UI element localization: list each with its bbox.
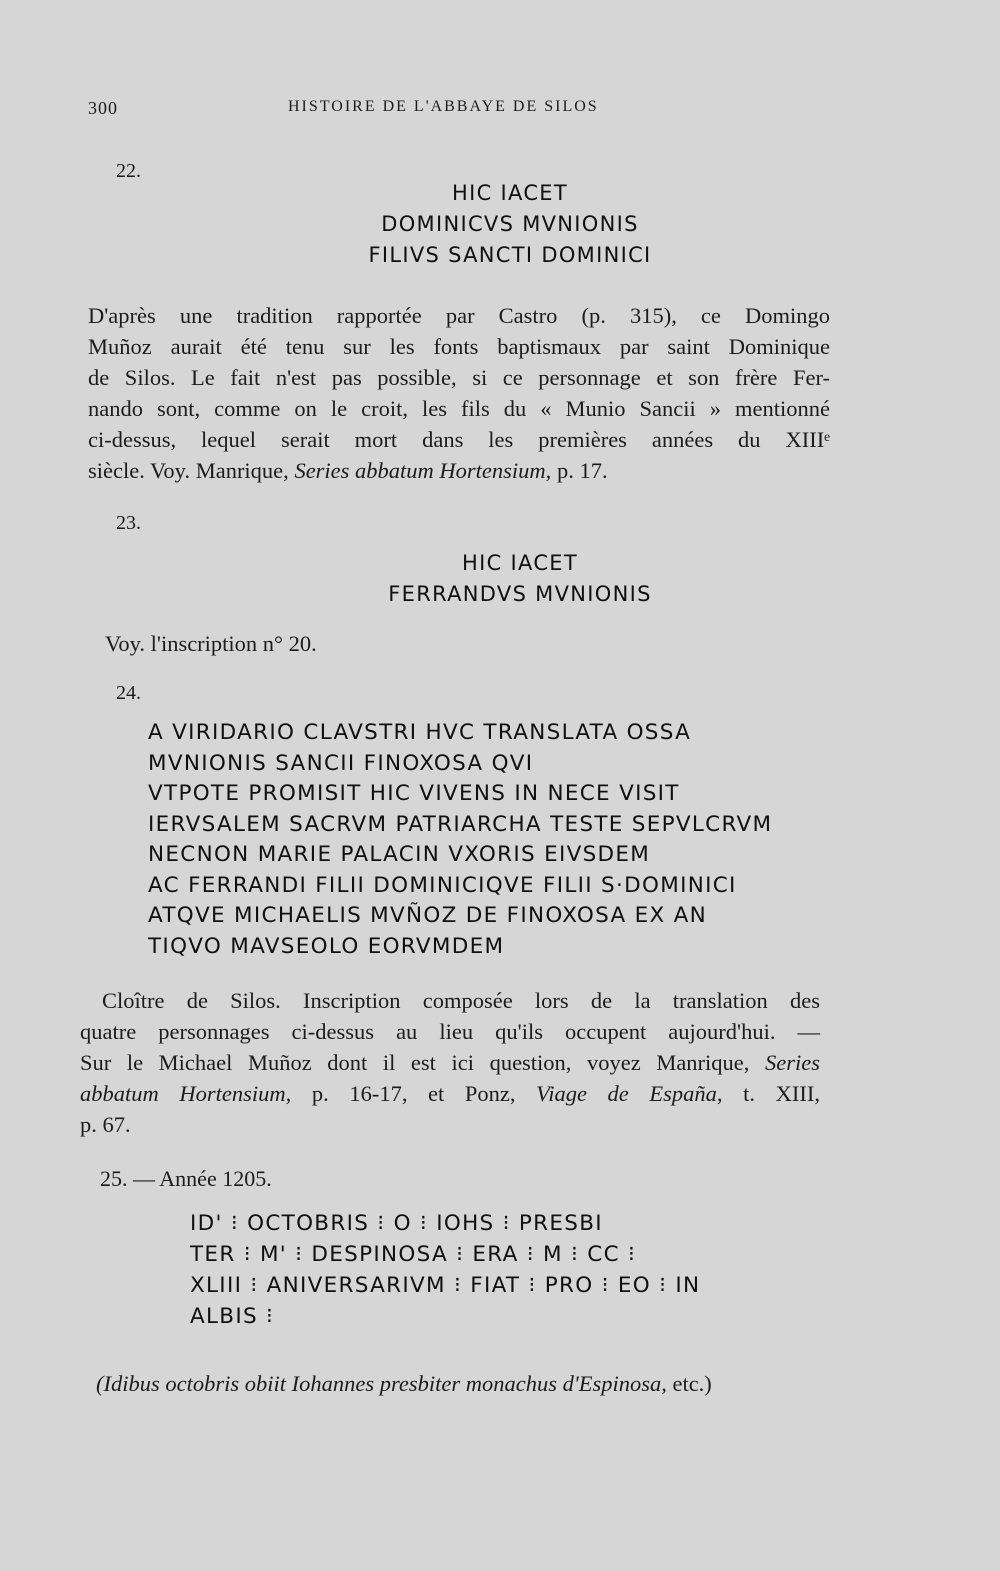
inscription-line: TER ⁝ M' ⁝ DESPINOSA ⁝ ERA ⁝ M ⁝ CC ⁝ [190,1242,637,1267]
entry-23-commentary [105,628,847,659]
inscription-line: DOMINICVS MVNIONIS [381,212,639,236]
inscription-line: FERRANDVS MVNIONIS [388,582,652,606]
commentary-line: de Silos. Le fait n'est pas possible, si ce personnage et son frère Fer- [88,365,830,390]
work-title: Series abbatum Hortensium, [294,458,552,483]
entry-22-commentary [88,300,830,486]
commentary-line: ci-dessus, lequel serait mort dans les premières années du XIIIᵉ [88,427,830,452]
commentary-line: D'après une tradition rapportée par Castro (p. 315), ce Domingo [88,303,830,328]
inscription-line: ID' ⁝ OCTOBRIS ⁝ O ⁝ IOHS ⁝ PRESBI [190,1211,603,1236]
commentary-line: Muñoz aurait été tenu sur les fonts baptismaux par saint Dominique [88,334,830,359]
inscription-line: AC FERRANDI FILII DOMINICIQVE FILII S·DOMINICI [148,872,737,898]
commentary-line [80,1047,820,1078]
inscription-line: IERVSALEM SACRVM PATRIARCHA TESTE SEPVLCRVM [148,811,773,837]
entry-23-inscription [200,548,840,610]
running-title: HISTOIRE DE L'ABBAYE DE SILOS [288,98,599,115]
work-title: Series [765,1050,820,1075]
entry-25-translation [96,1368,836,1399]
inscription-line: TIQVO MAVSEOLO EORVMDEM [148,933,505,959]
work-title: abbatum Hortensium, [80,1081,292,1106]
commentary-line: Cloître de Silos. Inscription composée lors de la translation des [102,988,820,1013]
inscription-line: ATQVE MICHAELIS MVÑOZ DE FINOXOSA EX AN [148,903,708,928]
commentary-line: nando sont, comme on le croit, les fils du « Munio Sancii » mentionné [88,396,830,421]
inscription-line: HIC IACET [462,551,578,575]
commentary-text: p. 17. [551,458,608,483]
commentary-line [80,1078,820,1109]
commentary-line [88,455,830,486]
inscription-line: HIC IACET [452,181,568,205]
inscription-line: NECNON MARIE PALACIN VXORIS EIVSDEM [148,842,651,867]
commentary-line [96,1368,836,1399]
commentary-text: siècle. Voy. Manrique, [88,458,295,483]
commentary-text: etc.) [666,1371,712,1396]
inscription-line: MVNIONIS SANCII FINOXOSA QVI [148,750,534,776]
entry-25-inscription [190,1208,700,1332]
inscription-line: XLIII ⁝ ANIVERSARIVM ⁝ FIAT ⁝ PRO ⁝ EO ⁝ IN [190,1273,701,1298]
entry-24-commentary [80,985,820,1140]
entry-23-number: 23. [116,512,141,534]
inscription-line: FILIVS SANCTI DOMINICI [368,243,652,267]
work-title: Viage de España, [536,1081,723,1106]
commentary-text: Sur le Michael Muñoz dont il est ici question, voyez Manrique, [80,1050,765,1075]
inscription-line: A VIRIDARIO CLAVSTRI HVC TRANSLATA OSSA [148,720,692,745]
entry-22-inscription [120,178,900,271]
inscription-line: VTPOTE PROMISIT HIC VIVENS IN NECE VISIT [148,781,680,806]
commentary-text: t. XIII, [722,1081,820,1106]
commentary-line: Voy. l'inscription n° 20. [105,631,317,656]
entry-22-number: 22. [116,160,141,182]
commentary-line: quatre personnages ci-dessus au lieu qu'ils occupent aujourd'hui. — [80,1019,820,1044]
entry-24-number: 24. [116,682,141,704]
inscription-line: ALBIS ⁝ [190,1304,275,1329]
translation-text: (Idibus octobris obiit Iohannes presbiter monachus d'Espinosa, [96,1371,667,1396]
page-number: 300 [88,98,118,118]
commentary-text: p. 16-17, et Ponz, [291,1081,537,1106]
entry-24-inscription [148,718,772,962]
entry-25-heading: 25. — Année 1205. [100,1166,272,1191]
commentary-line: p. 67. [80,1112,131,1137]
